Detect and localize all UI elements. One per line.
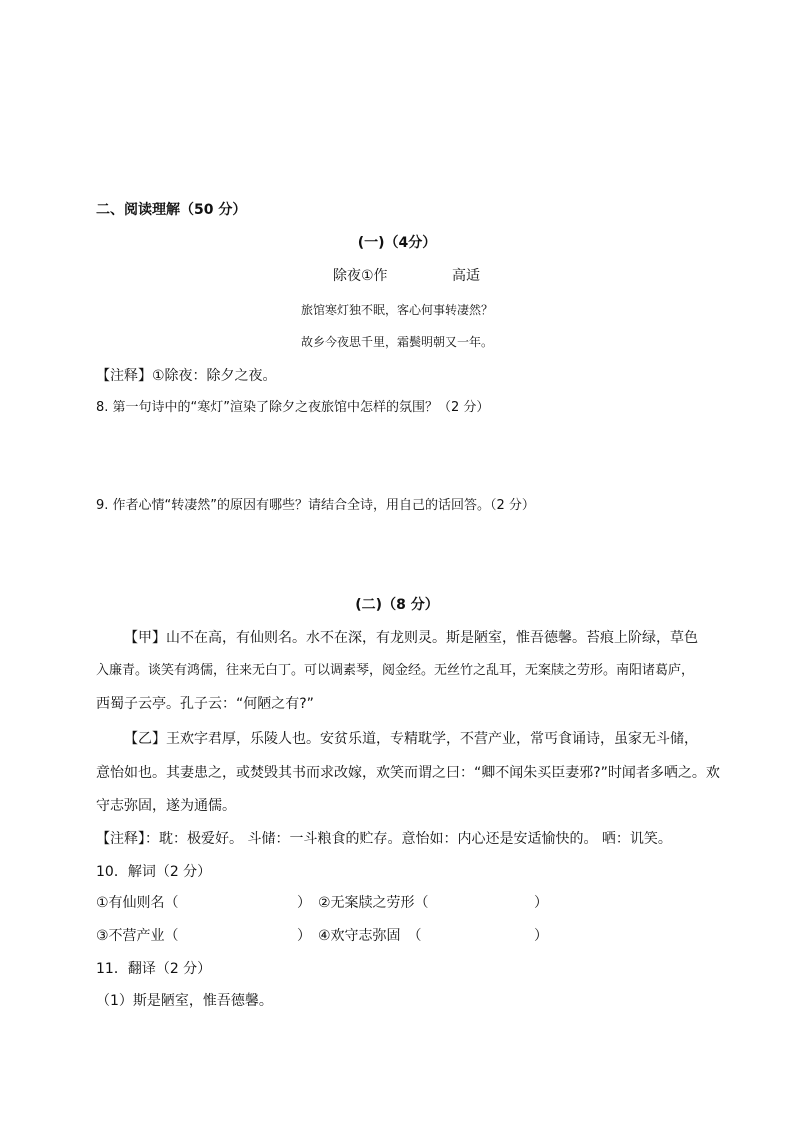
poem-line-2: 故乡今夜思千里，霜鬓明朝又一年。 xyxy=(300,335,493,349)
poem-line-1: 旅馆寒灯独不眠，客心何事转凄然？ xyxy=(300,303,493,317)
q10-item-3-label: ③不营产业（ xyxy=(96,928,179,944)
poem-title: 除夜①作 xyxy=(333,268,388,284)
q10-item-4-close: ） xyxy=(534,928,548,944)
section-title: 二、阅读理解（50 分） xyxy=(96,202,247,218)
passage-jia-line-3: 西蜀子云亭。孔子云：“何陋之有?” xyxy=(96,696,314,712)
passage-yi-line-2: 意怡如也。其妻患之，或焚毁其书而求改嫁，欢笑而谓之曰：“卿不闻朱买臣妻邪?”时闻者多哂之。欢 xyxy=(96,765,720,781)
passage-jia-line-1: 【甲】山不在高，有仙则名。水不在深，有龙则灵。斯是陋室，惟吾德馨。苔痕上阶绿，草色 xyxy=(124,630,698,646)
q10-item-1-close: ） xyxy=(297,895,311,911)
question-9-answer-area[interactable] xyxy=(96,520,696,590)
q10-item-2-close: ） xyxy=(534,895,548,911)
question-9: 9. 作者心情“转凄然”的原因有哪些？请结合全诗，用自己的话回答。（2 分） xyxy=(96,498,535,513)
q10-item-1-blank[interactable] xyxy=(184,893,294,913)
question-11-item-1: （1）斯是陋室，惟吾德馨。 xyxy=(96,993,273,1009)
q10-item-3-blank[interactable] xyxy=(184,926,294,946)
question-11-title: 11．翻译（2 分） xyxy=(96,961,212,977)
q10-item-2-label: ②无案牍之劳形（ xyxy=(318,895,429,911)
part1-note: 【注释】①除夜：除夕之夜。 xyxy=(96,368,277,384)
passage-yi-line-1: 【乙】王欢字君厚，乐陵人也。安贫乐道，专精耽学，不营产业，常丐食诵诗，虽家无斗储， xyxy=(124,731,698,747)
q10-item-1-label: ①有仙则名（ xyxy=(96,895,179,911)
question-10-title: 10．解词（2 分） xyxy=(96,864,212,880)
q10-item-3-close: ） xyxy=(297,928,311,944)
part2-heading: (二)（8 分） xyxy=(355,597,439,613)
question-8: 8. 第一句诗中的“寒灯”渲染了除夕之夜旅馆中怎样的氛围？（2 分） xyxy=(96,400,490,415)
part1-heading: (一)（4分） xyxy=(357,235,437,251)
passage-jia-line-2: 入廉青。谈笑有鸿儒，往来无白丁。可以调素琴，阅金经。无丝竹之乱耳，无案牍之劳形。南阳诸葛庐， xyxy=(96,663,695,678)
question-8-answer-area[interactable] xyxy=(96,422,696,492)
q10-item-4-blank[interactable] xyxy=(436,926,531,946)
question-11-answer-area[interactable] xyxy=(96,1015,696,1075)
part2-note: 【注释】：耽：极爱好。 斗储：一斗粮食的贮存。意怡如：内心还是安适愉快的。 哂：讥笑。 xyxy=(96,831,672,847)
q10-item-4-label: ④欢守志弥固 （ xyxy=(318,928,422,944)
poem-author: 高适 xyxy=(452,268,480,284)
passage-yi-line-3: 守志弥固，遂为通儒。 xyxy=(96,798,236,814)
q10-item-2-blank[interactable] xyxy=(436,893,531,913)
